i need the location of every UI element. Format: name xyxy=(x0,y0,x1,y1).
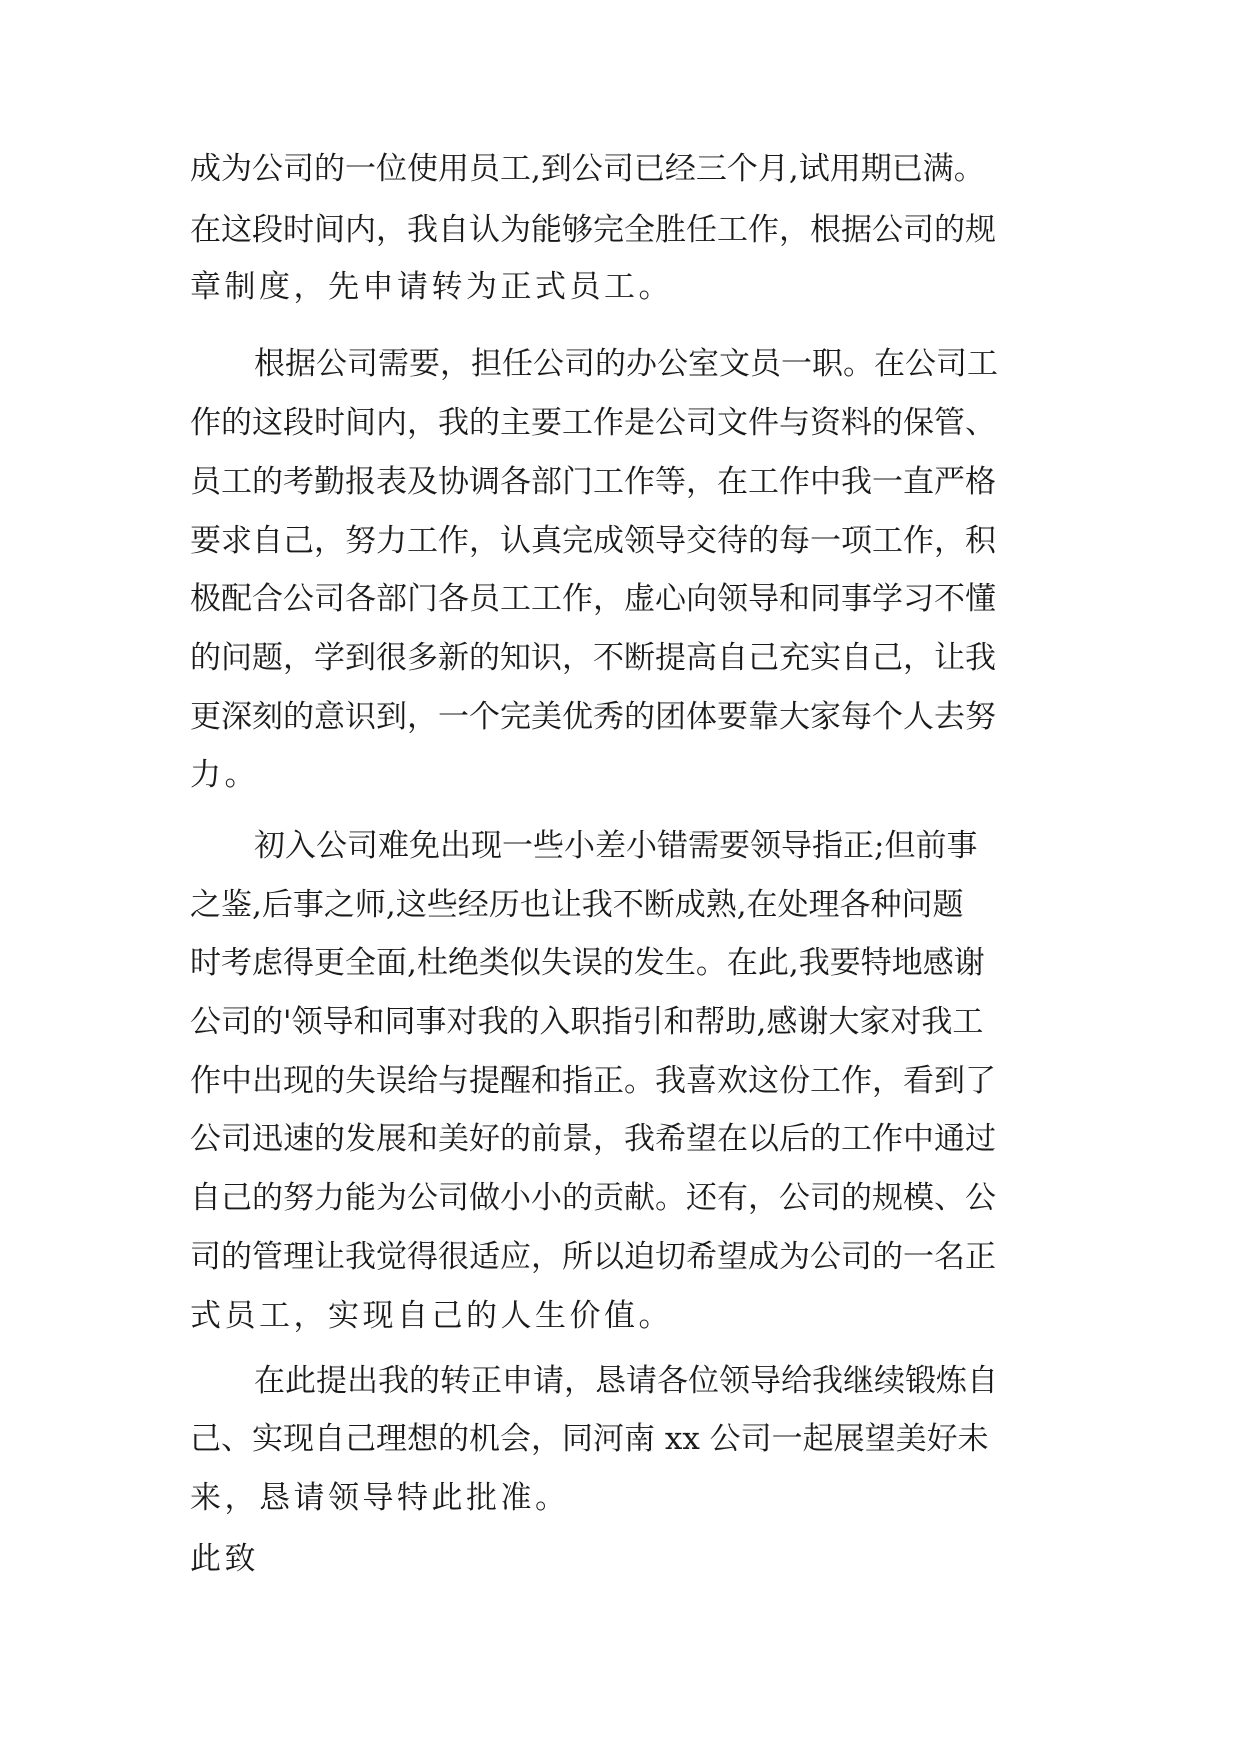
text-line-6: 员工的考勤报表及协调各部门工作等，在工作中我一直严格 xyxy=(190,464,996,500)
closing-salutation: 此致 xyxy=(190,1541,259,1577)
text-line-11: 力。 xyxy=(190,757,259,793)
text-line-10: 更深刻的意识到，一个完美优秀的团体要靠大家每个人去努 xyxy=(190,699,996,735)
text-line-20: 式员工，实现自己的人生价值。 xyxy=(190,1298,673,1334)
text-line-1: 成为公司的一位使用员工,到公司已经三个月,试用期已满。 xyxy=(190,151,985,187)
text-line-9: 的问题，学到很多新的知识，不断提高自己充实自己，让我 xyxy=(190,640,996,676)
text-line-21: 在此提出我的转正申请，恳请各位领导给我继续锻炼自 xyxy=(254,1363,998,1399)
text-line-17: 公司迅速的发展和美好的前景，我希望在以后的工作中通过 xyxy=(190,1121,996,1157)
text-line-19: 司的管理让我觉得很适应，所以迫切希望成为公司的一名正 xyxy=(190,1239,996,1275)
text-line-22: 己、实现自己理想的机会，同河南 xx 公司一起展望美好未 xyxy=(190,1421,989,1457)
text-line-23: 来，恳请领导特此批准。 xyxy=(190,1480,570,1516)
text-line-2: 在这段时间内，我自认为能够完全胜任工作，根据公司的规 xyxy=(190,212,996,248)
text-line-18: 自己的努力能为公司做小小的贡献。还有，公司的规模、公 xyxy=(190,1180,996,1216)
text-line-5: 作的这段时间内，我的主要工作是公司文件与资料的保管、 xyxy=(190,405,996,441)
text-line-14: 时考虑得更全面,杜绝类似失误的发生。在此,我要特地感谢 xyxy=(190,945,985,981)
text-line-12: 初入公司难免出现一些小差小错需要领导指正;但前事 xyxy=(254,828,978,864)
text-line-13: 之鉴,后事之师,这些经历也让我不断成熟,在处理各种问题 xyxy=(190,887,964,923)
text-line-8: 极配合公司各部门各员工工作，虚心向领导和同事学习不懂 xyxy=(190,581,996,617)
text-line-4: 根据公司需要，担任公司的办公室文员一职。在公司工 xyxy=(254,346,998,382)
text-line-16: 作中出现的失误给与提醒和指正。我喜欢这份工作，看到了 xyxy=(190,1063,996,1099)
text-line-7: 要求自己，努力工作，认真完成领导交待的每一项工作，积 xyxy=(190,523,996,559)
text-line-3: 章制度，先申请转为正式员工。 xyxy=(190,269,673,305)
text-line-15: 公司的'领导和同事对我的入职指引和帮助,感谢大家对我工 xyxy=(190,1004,984,1040)
